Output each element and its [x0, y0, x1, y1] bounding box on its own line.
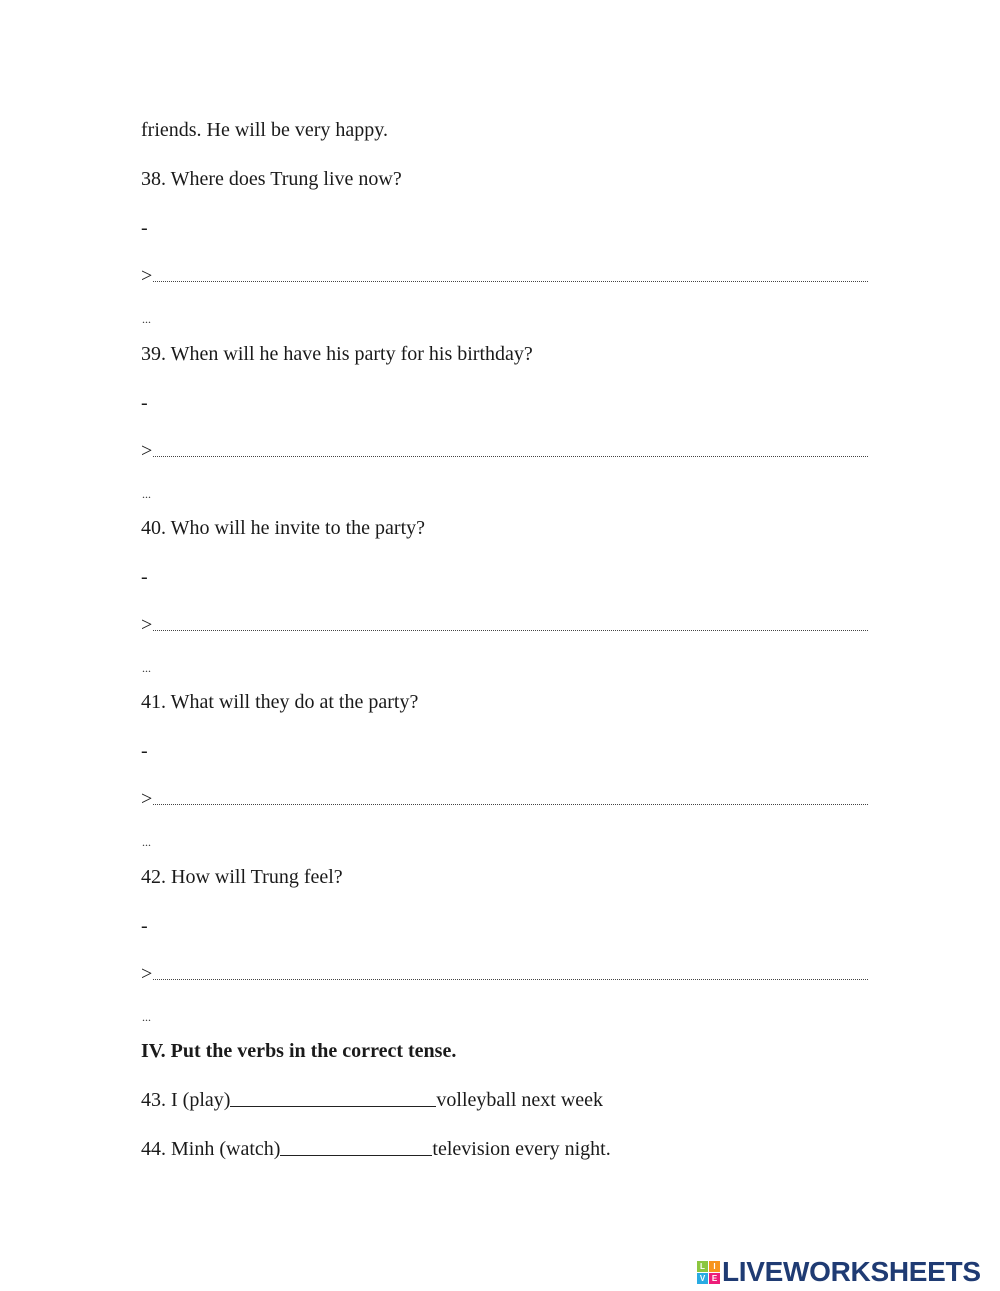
answer-input-39[interactable] — [153, 456, 868, 457]
exercise-prompt: 44. Minh (watch) — [141, 1138, 281, 1160]
answer-line-39 — [141, 439, 868, 463]
answer-line-40 — [141, 613, 868, 637]
answer-line-38 — [141, 264, 868, 288]
answer-dash: - — [141, 740, 148, 762]
answer-continuation: ... — [142, 1010, 151, 1024]
logo-mark-icon — [697, 1261, 720, 1284]
exercise-43 — [141, 1088, 603, 1112]
answer-arrow: > — [141, 963, 153, 985]
logo-text: LIVEWORKSHEETS — [722, 1256, 981, 1287]
exercise-43-blank[interactable] — [230, 1088, 436, 1107]
answer-input-41[interactable] — [153, 804, 868, 805]
answer-dash: - — [141, 915, 148, 937]
logo-mark-cell: E — [709, 1273, 720, 1284]
exercise-44 — [141, 1137, 611, 1161]
exercise-rest: volleyball next week — [436, 1089, 604, 1111]
exercise-prompt: 43. I (play) — [141, 1089, 231, 1111]
section-heading — [141, 1039, 456, 1063]
answer-input-40[interactable] — [153, 630, 868, 631]
question-38: 38. Where does Trung live now? — [141, 168, 402, 190]
answer-continuation: ... — [142, 835, 151, 849]
answer-input-38[interactable] — [153, 281, 868, 282]
answer-dash: - — [141, 217, 148, 239]
answer-arrow: > — [141, 788, 153, 810]
answer-arrow: > — [141, 614, 153, 636]
question-39: 39. When will he have his party for his birthday? — [141, 343, 533, 365]
logo-mark-cell: I — [709, 1261, 720, 1272]
question-41: 41. What will they do at the party? — [141, 691, 419, 713]
section-heading-tail: tense. — [408, 1040, 457, 1062]
answer-dash: - — [141, 566, 148, 588]
answer-arrow: > — [141, 265, 153, 287]
answer-line-42 — [141, 962, 868, 986]
answer-continuation: ... — [142, 661, 151, 675]
question-42: 42. How will Trung feel? — [141, 866, 343, 888]
exercise-rest: television every night. — [432, 1138, 611, 1160]
intro-text: friends. He will be very happy. — [141, 119, 388, 141]
answer-continuation: ... — [142, 487, 151, 501]
answer-line-41 — [141, 787, 868, 811]
answer-arrow: > — [141, 440, 153, 462]
logo-mark-cell: V — [697, 1273, 708, 1284]
answer-input-42[interactable] — [153, 979, 868, 980]
answer-continuation: ... — [142, 312, 151, 326]
question-40: 40. Who will he invite to the party? — [141, 517, 426, 539]
section-heading-text: IV. Put the verbs in the correct — [141, 1040, 408, 1062]
liveworksheets-logo — [697, 1258, 981, 1286]
answer-dash: - — [141, 392, 148, 414]
logo-mark-cell: L — [697, 1261, 708, 1272]
exercise-44-blank[interactable] — [280, 1137, 432, 1156]
